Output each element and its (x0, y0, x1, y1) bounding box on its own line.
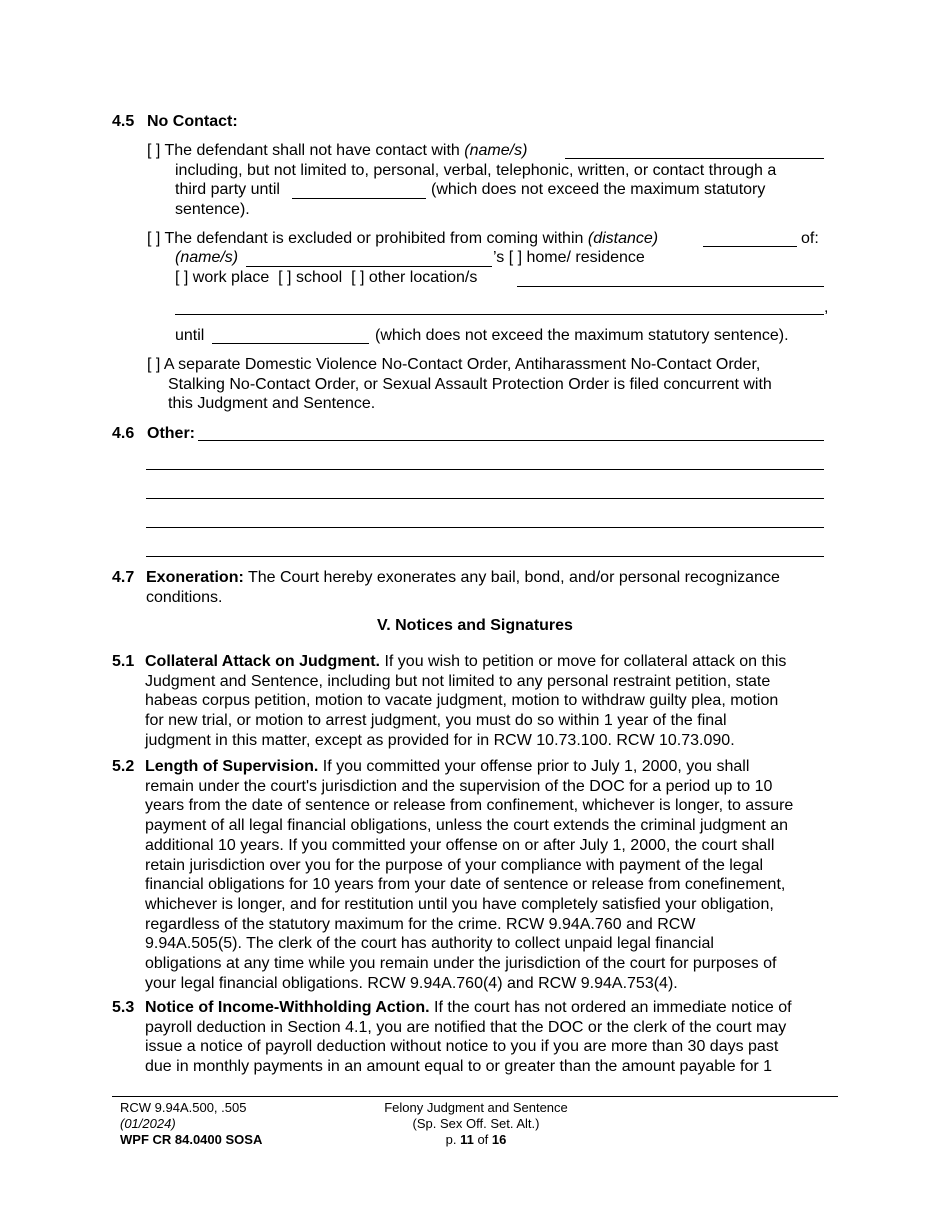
field-exclusion-names[interactable] (246, 266, 492, 267)
label-exclusion-lead: The defendant is excluded or prohibited from coming within (164, 230, 584, 247)
checkbox-school[interactable]: [ ] school (278, 269, 343, 286)
label-distance: (distance) (587, 230, 659, 247)
section-5-2-line: financial obligations for 10 years from your date of sentence or release from conefinement, (145, 876, 786, 894)
field-third-party-until[interactable] (292, 198, 426, 199)
footer-date: (01/2024) (120, 1116, 176, 1131)
exclusion-paragraph-line-1 (147, 229, 658, 249)
section-5-heading: V. Notices and Signatures (377, 617, 573, 634)
footer-center (376, 1100, 576, 1148)
field-other-line-2[interactable] (146, 469, 824, 470)
field-other-line-5[interactable] (146, 556, 824, 557)
section-5-2-line: If you committed your offense prior to July 1, 2000, you shall (322, 758, 750, 775)
no-contact-line-3a: third party until (175, 181, 280, 198)
section-5-2-line: regardless of the statutory maximum for the crime. RCW 9.94A.760 and RCW (145, 915, 696, 933)
section-5-2-title: Length of Supervision. (145, 758, 319, 775)
section-5-3-line: issue a notice of payroll deduction without notice to you if you are more than 30 days past (145, 1038, 779, 1056)
checkbox-work-place[interactable]: [ ] work place (175, 269, 270, 286)
section-5-3-body (145, 998, 840, 1077)
checkbox-no-contact-names[interactable]: [ ] (147, 142, 161, 159)
trailing-comma: , (824, 299, 829, 316)
separate-order-text-1: A separate Domestic Violence No-Contact Order, Antiharassment No-Contact Order, (163, 356, 761, 373)
section-5-2-line: additional 10 years. If you committed your offense on or after July 1, 2000, the court shall (145, 836, 775, 854)
no-contact-line-4: sentence). (175, 201, 250, 218)
section-5-1-title: Collateral Attack on Judgment. (145, 653, 380, 670)
section-5-2-line: payment of all legal financial obligations, unless the court extends the criminal judgment an (145, 817, 789, 835)
exclusion-line-3 (175, 268, 477, 288)
footer-page-of: of (477, 1132, 489, 1147)
field-other-line-3[interactable] (146, 498, 824, 499)
field-no-contact-names[interactable] (565, 158, 824, 159)
section-5-2-line: 9.94A.505(5). The clerk of the court has authority to collect unpaid legal financial (145, 935, 714, 953)
section-5-2-line: years from the date of sentence or release from confinement, whichever is longer, to assure (145, 797, 794, 815)
no-contact-line-3b: (which does not exceed the maximum statutory (431, 181, 766, 198)
section-5-1-line: If you wish to petition or move for collateral attack on this (384, 653, 787, 670)
section-5-1-number: 5.1 (112, 653, 135, 670)
section-5-2-line: retain jurisdiction over you for the purpose of your compliance with payment of the legal (145, 856, 764, 874)
separate-order-line-2: Stalking No-Contact Order, or Sexual Assault Protection Order is filed concurrent with (168, 376, 772, 393)
label-no-contact-lead: The defendant shall not have contact with (164, 142, 460, 159)
section-4-6-title: Other: (147, 425, 195, 442)
section-5-3-line: payroll deduction in Section 4.1, you are notified that the DOC or the clerk of the court may (145, 1018, 787, 1036)
section-5-3-title: Notice of Income-Withholding Action. (145, 999, 430, 1016)
label-exclusion-name-s: (name/s) (175, 249, 239, 266)
section-4-7-title: Exoneration: (146, 569, 244, 586)
footer-left (120, 1100, 262, 1148)
footer-page (376, 1132, 576, 1148)
checkbox-separate-order[interactable]: [ ] (147, 356, 161, 373)
section-4-7-number: 4.7 (112, 569, 135, 586)
exclusion-until-tail: (which does not exceed the maximum statutory sentence). (375, 327, 789, 344)
section-4-7-line-1 (146, 568, 780, 588)
label-until: until (175, 327, 205, 344)
field-other-line-1[interactable] (198, 440, 824, 441)
label-possessive: ’s (493, 249, 505, 266)
separate-order-line-3: this Judgment and Sentence. (168, 395, 376, 412)
section-4-7-line-2: conditions. (146, 589, 223, 606)
footer-page-prefix: p. (445, 1132, 457, 1147)
section-5-2-body (145, 757, 840, 993)
field-distance[interactable] (703, 246, 797, 247)
field-other-line-4[interactable] (146, 527, 824, 528)
field-other-location[interactable] (517, 286, 824, 287)
section-5-1-body (145, 652, 840, 751)
section-5-2-line: your legal financial obligations. RCW 9.94A.760(4) and RCW 9.94A.753(4). (145, 974, 678, 992)
footer-page-number: 11 (460, 1132, 474, 1147)
section-4-5-title: No Contact: (147, 113, 238, 130)
section-5-2-number: 5.2 (112, 758, 135, 775)
footer-rcw: RCW 9.94A.500, .505 (120, 1100, 247, 1115)
section-4-6-number: 4.6 (112, 425, 135, 442)
section-5-1-line: habeas corpus petition, motion to vacate judgment, motion to withdraw guilty plea, motion (145, 692, 779, 710)
footer-subtitle: (Sp. Sex Off. Set. Alt.) (412, 1116, 540, 1131)
section-5-3-number: 5.3 (112, 999, 135, 1016)
section-4-7-text: The Court hereby exonerates any bail, bond, and/or personal recognizance (247, 569, 780, 586)
label-name-s: (name/s) (464, 142, 528, 159)
footer-page-total: 16 (491, 1132, 507, 1147)
exclusion-line-2-tail (493, 248, 645, 268)
section-5-2-line: obligations at any time while you remain under the jurisdiction of the court for purposes of (145, 955, 777, 973)
no-contact-line-2: including, but not limited to, personal, verbal, telephonic, written, or contact through a (175, 162, 777, 179)
section-5-2-line: whichever is longer, and for restitution until you have completely satisfied your obligation, (145, 895, 774, 913)
section-5-3-line: due in monthly payments in an amount equal to or greater than the amount payable for 1 (145, 1058, 773, 1076)
field-other-location-continued[interactable] (175, 314, 824, 315)
section-5-1-line: for new trial, or motion to arrest judgment, you must do so within 1 year of the final (145, 712, 727, 730)
checkbox-exclusion[interactable]: [ ] (147, 230, 161, 247)
section-5-1-line: judgment in this matter, except as provided for in RCW 10.73.100. RCW 10.73.090. (145, 731, 735, 749)
field-exclusion-until[interactable] (212, 343, 369, 344)
footer-rule (112, 1096, 838, 1097)
section-5-3-line: If the court has not ordered an immediate notice of (434, 999, 792, 1016)
checkbox-other-location[interactable]: [ ] other location/s (351, 269, 478, 286)
label-of: of: (801, 230, 819, 247)
no-contact-paragraph-1 (147, 141, 527, 161)
section-4-5-number: 4.5 (112, 113, 135, 130)
section-5-1-line: Judgment and Sentence, including but not limited to any personal restraint petition, state (145, 672, 771, 690)
footer-title: Felony Judgment and Sentence (384, 1100, 568, 1115)
checkbox-home-residence[interactable]: [ ] home/ residence (508, 249, 645, 266)
separate-order-line-1 (147, 355, 760, 375)
section-5-2-line: remain under the court's jurisdiction and the supervision of the DOC for a period up to 10 (145, 777, 773, 795)
footer-form-id: WPF CR 84.0400 SOSA (120, 1132, 263, 1147)
